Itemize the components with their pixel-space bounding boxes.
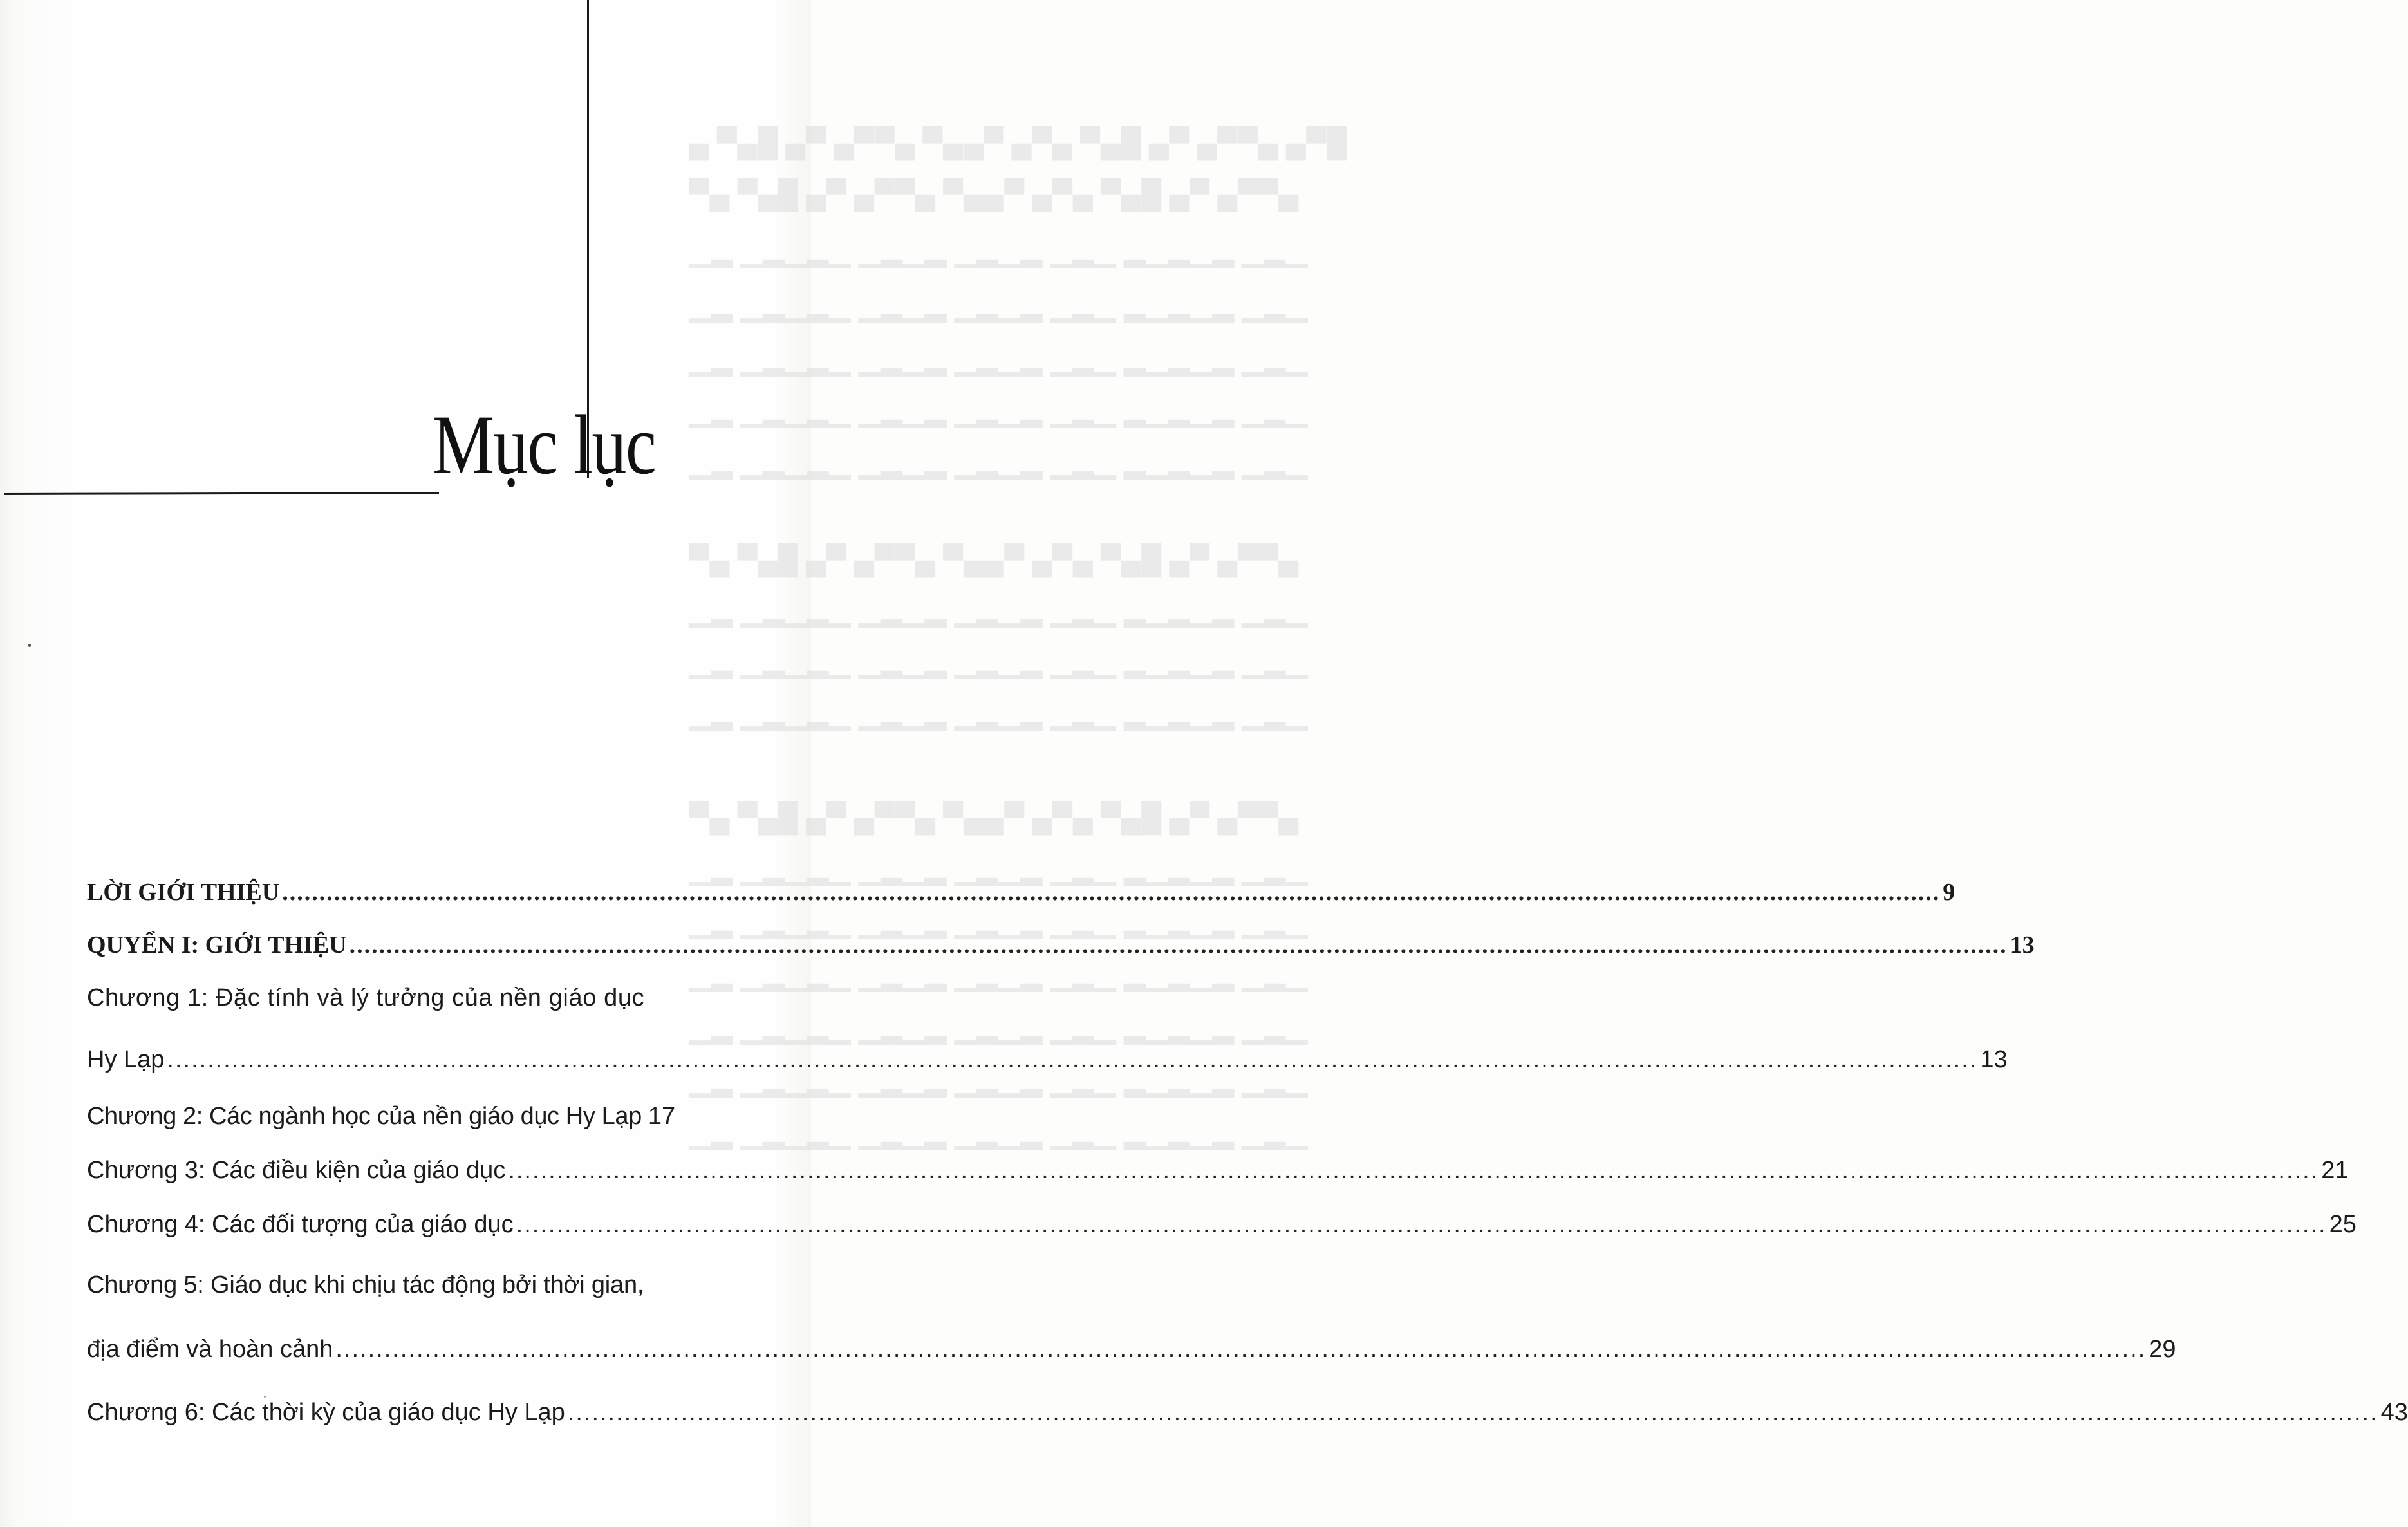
dot-leader (282, 876, 1940, 909)
dot-leader (516, 1208, 2327, 1241)
toc-entry-title: địa điểm và hoàn cảnh (87, 1336, 333, 1363)
toc-entry-chapter-6[interactable] (87, 1396, 2408, 1429)
toc-entry-title: Chương 6: Các thời kỳ của giáo dục Hy Lạp (87, 1399, 565, 1426)
toc-page-number: 25 (2329, 1211, 2357, 1238)
horizontal-rule (4, 492, 439, 495)
dot-leader (568, 1396, 2378, 1429)
toc-entry-chapter-5-cont[interactable] (87, 1333, 2176, 1366)
dot-leader (167, 1043, 1977, 1076)
toc-entry-book-1[interactable] (87, 928, 2035, 962)
toc-entry-title: Chương 1: Đặc tính và lý tưởng của nền giáo dục (87, 984, 645, 1011)
toc-page-number: 43 (2380, 1399, 2408, 1426)
toc-entry-chapter-2[interactable] (87, 1100, 689, 1133)
toc-entry-title: LỜI GIỚI THIỆU (87, 879, 280, 906)
toc-entry-preface[interactable] (87, 876, 1955, 909)
toc-page-number: 29 (2149, 1336, 2176, 1363)
toc-page-number: 21 (2321, 1157, 2349, 1184)
toc-entry-chapter-1-cont[interactable] (87, 1043, 2008, 1076)
print-speck (28, 644, 31, 647)
toc-entry-title: Chương 4: Các đối tượng của giáo dục (87, 1211, 514, 1238)
toc-entry-title: Chương 2: Các ngành học của nền giáo dục Hy Lạp (87, 1103, 642, 1130)
dot-leader (508, 1154, 2319, 1187)
toc-page-number: 13 (1980, 1046, 2008, 1073)
toc-entry-title: Chương 5: Giáo dục khi chịu tác động bởi thời gian, (87, 1271, 644, 1298)
page-title: Mục lục (433, 397, 656, 492)
toc-page-number: 17 (648, 1103, 676, 1130)
dot-leader (335, 1333, 2146, 1366)
toc-entry-chapter-1[interactable] (87, 981, 689, 1015)
toc-entry-chapter-5[interactable] (87, 1268, 689, 1302)
show-through-texture: █▀▄ ▄▀▀▄ ▀▄ █▄▀ ▄▀▄ ▀▄▄▀ ▄▀▀▄ ▀▄ █▄▀ ▄ ▄▀▀▄ ▀▄ █▄▀ ▄▀▄ ▀▄▄▀ ▄▀▀▄ ▀▄ █▄▀ ▄▀ ▁▂▁ ▂▁▂▁▂ ▁▂▁ ▂▁▂▁ ▂▁▂▁ ▁▂▁▂▁ ▂▁ ▁▂▁ ▂▁▂▁▂ ▁▂▁ ▂▁▂▁ ▂▁▂▁ ▁▂▁▂▁ ▂▁ ▁▂▁ ▂▁▂▁▂ ▁▂▁ ▂▁▂▁ ▂▁▂▁ ▁▂▁▂▁ ▂▁ ▁▂▁ ▂▁▂▁▂ ▁▂▁ ▂▁▂▁ ▂▁▂▁ ▁▂▁▂▁ ▂▁ ▁▂▁ ▂▁▂▁▂ ▁▂▁ ▂▁▂▁ ▂▁▂▁ ▁▂▁▂▁ ▂▁ ▄▀▀▄ ▀▄ █▄▀ ▄▀▄ ▀▄▄▀ ▄▀▀▄ ▀▄ █▄▀ ▄▀ ▁▂▁ ▂▁▂▁▂ ▁▂▁ ▂▁▂▁ ▂▁▂▁ ▁▂▁▂▁ ▂▁ ▁▂▁ ▂▁▂▁▂ ▁▂▁ ▂▁▂▁ ▂▁▂▁ ▁▂▁▂▁ ▂▁ ▁▂▁ ▂▁▂▁▂ ▁▂▁ ▂▁▂▁ ▂▁▂▁ ▁▂▁▂▁ ▂▁ ▄▀▀▄ ▀▄ █▄▀ ▄▀▄ ▀▄▄▀ ▄▀▀▄ ▀▄ █▄▀ ▄▀ ▁▂▁ ▂▁▂▁▂ ▁▂▁ ▂▁▂▁ ▂▁▂▁ ▁▂▁▂▁ ▂▁ ▁▂▁ ▂▁▂▁▂ ▁▂▁ ▂▁▂▁ ▂▁▂▁ ▁▂▁▂▁ ▂▁ ▁▂▁ ▂▁▂▁▂ ▁▂▁ ▂▁▂▁ ▂▁▂▁ ▁▂▁▂▁ ▂▁ ▁▂▁ ▂▁▂▁▂ ▁▂▁ ▂▁▂▁ ▂▁▂▁ ▁▂▁▂▁ ▂▁ ▁▂▁ ▂▁▂▁▂ ▁▂▁ ▂▁▂▁ ▂▁▂▁ ▁▂▁▂▁ ▂▁ ▁▂▁ ▂▁▂▁▂ ▁▂▁ ▂▁▂▁ ▂▁▂▁ ▁▂▁▂▁ ▂▁ (689, 127, 1347, 1150)
toc-page-number: 9 (1943, 879, 1955, 906)
toc-entry-title: Hy Lạp (87, 1046, 165, 1073)
toc-entry-chapter-3[interactable] (87, 1154, 2349, 1187)
toc-entry-title: Chương 3: Các điều kiện của giáo dục (87, 1157, 506, 1184)
dot-leader (350, 928, 2008, 962)
toc-entry-title: QUYỂN I: GIỚI THIỆU (87, 932, 347, 959)
toc-entry-chapter-4[interactable] (87, 1208, 2357, 1241)
toc-page-number: 13 (2010, 932, 2035, 959)
